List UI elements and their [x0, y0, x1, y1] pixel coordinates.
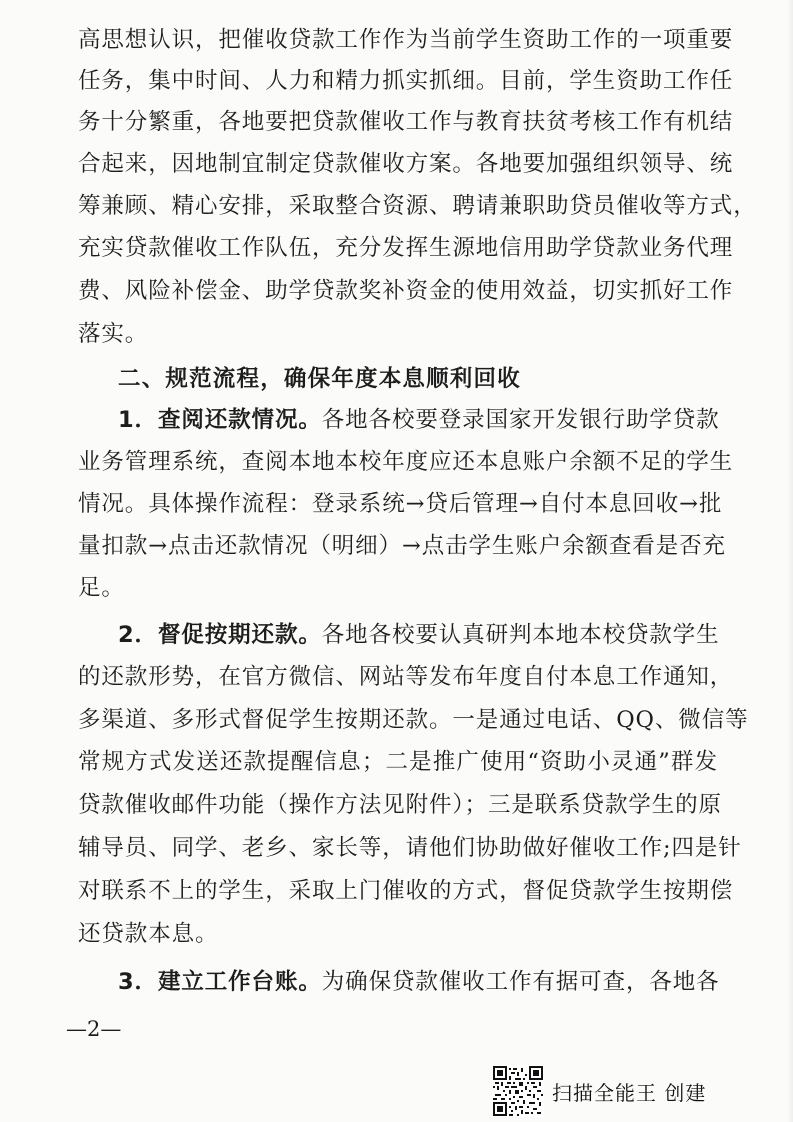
- paragraph-line: 业务管理系统，查阅本地本校年度应还本息账户余额不足的学生: [78, 449, 734, 475]
- item-3-lead: 3．建立工作台账。: [118, 969, 322, 995]
- paragraph-line: 高思想认识，把催收贷款工作作为当前学生资助工作的一项重要: [78, 27, 734, 53]
- item-1-first-line: [118, 400, 718, 440]
- paragraph-line: 落实。: [78, 321, 149, 347]
- paragraph-line: 多渠道、多形式督促学生按期还款。一是通过电话、QQ、微信等: [78, 707, 749, 733]
- paragraph-line: 还贷款本息。: [78, 921, 219, 947]
- section-heading: 二、规范流程，确保年度本息顺利回收: [118, 366, 521, 392]
- paragraph-line: 足。: [78, 575, 125, 601]
- page-number: —2—: [66, 1017, 122, 1041]
- paragraph-line: 情况。具体操作流程：登录系统→贷后管理→自付本息回收→批: [78, 491, 723, 517]
- scanner-label: 扫描全能王 创建: [552, 1080, 707, 1105]
- paragraph-line: 充实贷款催收工作队伍，充分发挥生源地信用助学贷款业务代理: [78, 235, 734, 261]
- item-3-text: 为确保贷款催收工作有据可查，各地各: [321, 969, 720, 995]
- item-3-first-line: [118, 962, 718, 1002]
- paragraph-line: 量扣款→点击还款情况（明细）→点击学生账户余额查看是否充: [78, 533, 726, 559]
- item-2-text: 各地各校要认真研判本地本校贷款学生: [321, 622, 720, 648]
- paragraph-line: 常规方式发送还款提醒信息；二是推广使用“资助小灵通”群发: [78, 749, 718, 775]
- scanner-watermark: [492, 1063, 706, 1119]
- paragraph-line: 的还款形势，在官方微信、网站等发布年度自付本息工作通知，: [78, 664, 734, 690]
- item-1-lead: 1．查阅还款情况。: [118, 407, 322, 433]
- paragraph-line: 对联系不上的学生，采取上门催收的方式，督促贷款学生按期偿: [78, 878, 734, 904]
- paragraph-line: 贷款催收邮件功能（操作方法见附件）；三是联系贷款学生的原: [78, 792, 722, 818]
- paragraph-line: 费、风险补偿金、助学贷款奖补资金的使用效益，切实抓好工作: [78, 278, 734, 304]
- paragraph-line: 筹兼顾、精心安排，采取整合资源、聘请兼职助贷员催收等方式，: [78, 193, 757, 219]
- paragraph-line: 合起来，因地制宜制定贷款催收方案。各地要加强组织领导、统: [78, 151, 734, 177]
- scan-shadow: [787, 0, 793, 1122]
- item-1-text: 各地各校要登录国家开发银行助学贷款: [321, 407, 720, 433]
- paragraph-line: 任务，集中时间、人力和精力抓实抓细。目前，学生资助工作任: [78, 68, 734, 94]
- item-2-lead: 2．督促按期还款。: [118, 622, 322, 648]
- paragraph-line: 辅导员、同学、老乡、家长等，请他们协助做好催收工作;四是针: [78, 835, 742, 861]
- paragraph-line: 务十分繁重，各地要把贷款催收工作与教育扶贫考核工作有机结: [78, 109, 734, 135]
- qr-code-icon: [492, 1065, 544, 1117]
- item-2-first-line: [118, 615, 718, 655]
